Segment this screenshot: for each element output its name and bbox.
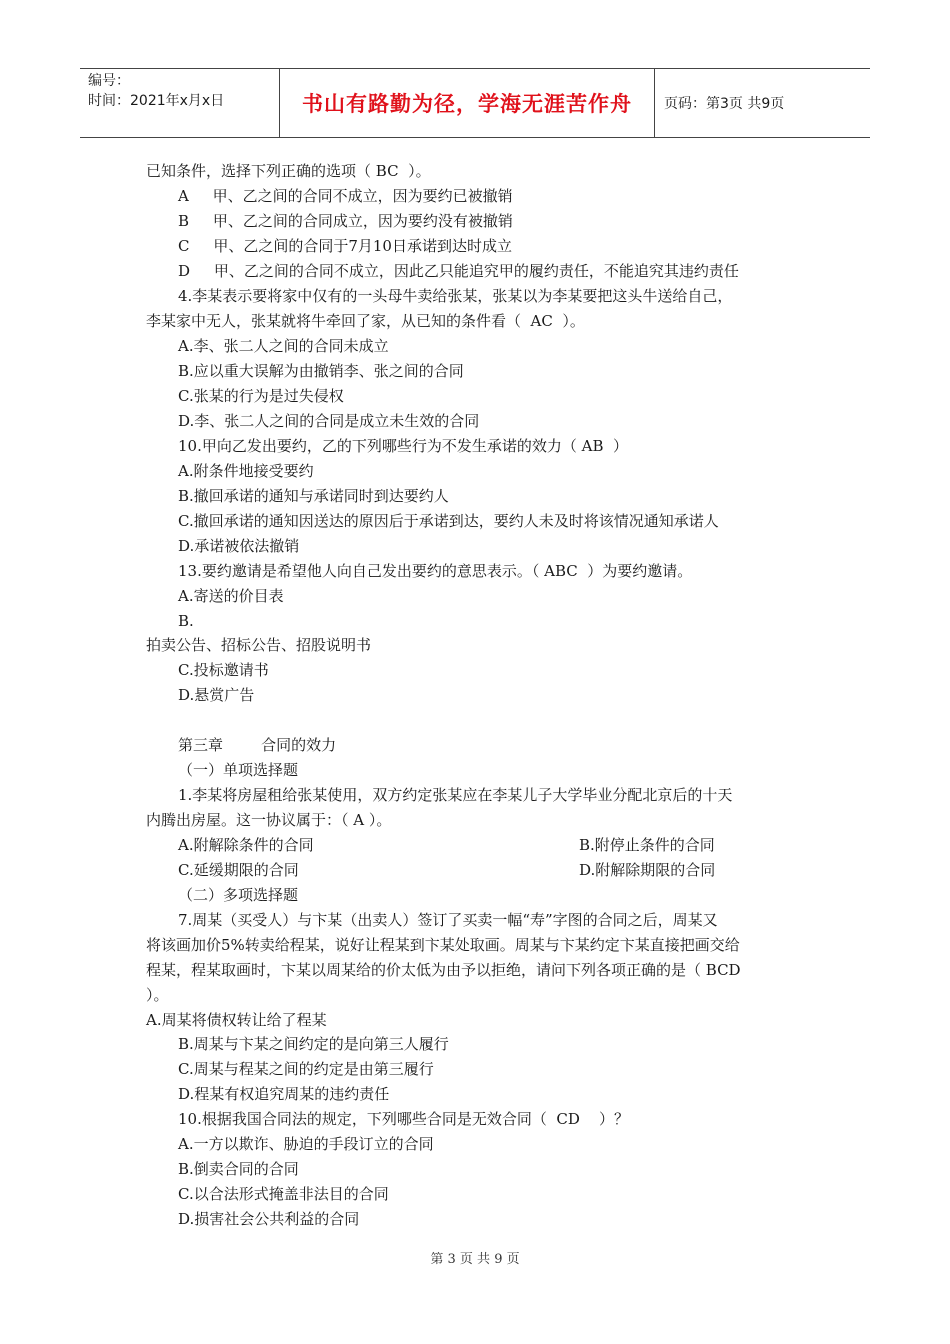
text-line: C.以合法形式掩盖非法目的合同 bbox=[178, 1185, 389, 1203]
chapter-heading: 第三章 合同的效力 bbox=[178, 736, 337, 754]
text-line: C.撤回承诺的通知因送达的原因后于承诺到达，要约人未及时将该情况通知承诺人 bbox=[178, 512, 719, 530]
text-line: D 甲、乙之间的合同不成立，因此乙只能追究甲的履约责任，不能追究其违约责任 bbox=[178, 262, 739, 280]
text-line: 10.根据我国合同法的规定，下列哪些合同是无效合同（ CD ）？ bbox=[178, 1110, 629, 1128]
page-footer: 第 3 页 共 9 页 bbox=[430, 1252, 520, 1267]
section-heading: （二）多项选择题 bbox=[178, 886, 299, 904]
document-number-label: 编号： bbox=[88, 73, 130, 89]
text-line: 7.周某（买受人）与卞某（出卖人）签订了买卖一幅“寿”字图的合同之后，周某又 bbox=[178, 911, 718, 929]
text-line: C 甲、乙之间的合同于7月10日承诺到达时成立 bbox=[178, 237, 512, 255]
text-line: 内腾出房屋。这一协议属于：（ A ）。 bbox=[146, 811, 392, 829]
text-line: D.损害社会公共利益的合同 bbox=[178, 1210, 360, 1228]
header-page-info: 页码：第3页 共9页 bbox=[664, 96, 785, 112]
text-line: D.附解除期限的合同 bbox=[579, 861, 716, 879]
header-slogan: 书山有路勤为径，学海无涯苦作舟 bbox=[280, 69, 655, 137]
text-line: C.张某的行为是过失侵权 bbox=[178, 387, 344, 405]
text-line: A.附条件地接受要约 bbox=[178, 462, 314, 480]
text-line: D.承诺被依法撤销 bbox=[178, 537, 300, 555]
document-date-label: 时间：2021年x月x日 bbox=[88, 93, 225, 109]
page-header bbox=[80, 68, 870, 138]
text-line: 程某，程某取画时，卞某以周某给的价太低为由予以拒绝，请问下列各项正确的是（ BCD bbox=[146, 961, 741, 979]
text-line: D.程某有权追究周某的违约责任 bbox=[178, 1085, 390, 1103]
text-line: 1.李某将房屋租给张某使用，双方约定张某应在李某儿子大学毕业分配北京后的十天 bbox=[178, 786, 733, 804]
text-line: B 甲、乙之间的合同成立，因为要约没有被撤销 bbox=[178, 212, 513, 230]
text-line: 已知条件，选择下列正确的选项（ BC ）。 bbox=[146, 162, 431, 180]
text-line: A.李、张二人之间的合同未成立 bbox=[178, 337, 389, 355]
text-line: B.倒卖合同的合同 bbox=[178, 1160, 299, 1178]
text-line: C.延缓期限的合同 bbox=[178, 861, 299, 879]
text-line: C.投标邀请书 bbox=[178, 661, 269, 679]
text-line: 李某家中无人，张某就将牛牵回了家，从已知的条件看（ AC ）。 bbox=[146, 312, 585, 330]
text-line: B.撤回承诺的通知与承诺同时到达要约人 bbox=[178, 487, 449, 505]
text-line: A 甲、乙之间的合同不成立，因为要约已被撤销 bbox=[178, 187, 513, 205]
text-line: ）。 bbox=[146, 986, 169, 1004]
text-line: A.附解除条件的合同 bbox=[178, 836, 314, 854]
text-line: D.李、张二人之间的合同是成立未生效的合同 bbox=[178, 412, 480, 430]
text-line: A.寄送的价目表 bbox=[178, 587, 284, 605]
text-line: A.周某将债权转让给了程某 bbox=[146, 1011, 327, 1029]
text-line: C.周某与程某之间的约定是由第三履行 bbox=[178, 1060, 434, 1078]
text-line: D.悬赏广告 bbox=[178, 686, 255, 704]
text-line: 拍卖公告、招标公告、招股说明书 bbox=[146, 636, 372, 654]
section-heading: （一）单项选择题 bbox=[178, 761, 299, 779]
header-meta bbox=[80, 69, 280, 137]
text-line: B. bbox=[178, 612, 194, 630]
text-line: 10.甲向乙发出要约，乙的下列哪些行为不发生承诺的效力（ AB ） bbox=[178, 437, 629, 455]
text-line: B.应以重大误解为由撤销李、张之间的合同 bbox=[178, 362, 464, 380]
text-line: 4.李某表示要将家中仅有的一头母牛卖给张某，张某以为李某要把这头牛送给自己， bbox=[178, 287, 733, 305]
text-line: 将该画加价5%转卖给程某，说好让程某到卞某处取画。周某与卞某约定卞某直接把画交给 bbox=[146, 936, 740, 954]
text-line: B.附停止条件的合同 bbox=[579, 836, 715, 854]
text-line: B.周某与卞某之间约定的是向第三人履行 bbox=[178, 1035, 449, 1053]
text-line: 13.要约邀请是希望他人向自己发出要约的意思表示。（ ABC ）为要约邀请。 bbox=[178, 562, 693, 580]
text-line: A.一方以欺诈、胁迫的手段订立的合同 bbox=[178, 1135, 434, 1153]
